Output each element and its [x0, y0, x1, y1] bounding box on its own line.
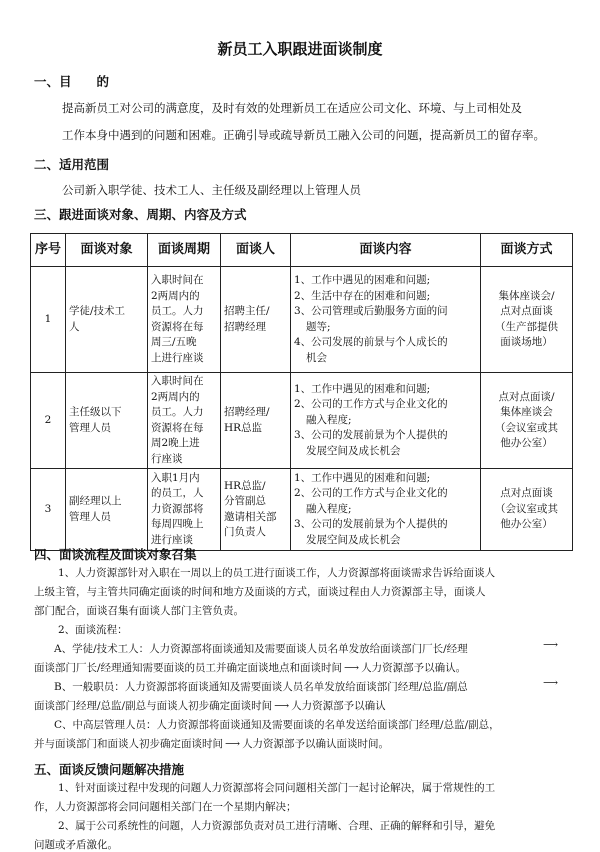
arrow-icon: ⟶ — [225, 738, 241, 750]
cell-no: 1 — [31, 267, 66, 373]
table-row — [31, 469, 573, 551]
cell-line: 入职时间在 — [151, 375, 204, 387]
cell-method — [481, 469, 573, 551]
cell-line: 题等; — [306, 320, 331, 333]
cell-line: 力资源部将 — [151, 502, 204, 515]
cell-line: 2两周内的 — [151, 390, 200, 403]
paragraph-line: 上级主管，与主管共同确定面谈的时间和地方及面谈的方式，面谈过程由人力资源部主导，面谈人 — [34, 586, 486, 598]
cell-line: 3、公司的发展前景为个人提供的 — [294, 429, 448, 442]
cell-line: 1、工作中遇见的困难和问题; — [294, 382, 431, 395]
cell-line: 他办公室） — [500, 518, 553, 531]
paragraph-line: A、学徒/技术工人：人力资源部将面谈通知及需要面谈人员名单发放给面谈部门厂长/经理 — [54, 643, 468, 655]
flow-line — [34, 698, 386, 713]
cell-content — [291, 267, 481, 373]
cell-line: 4、公司发展的前景与个人成长的 — [294, 336, 448, 348]
cell-line: 主任级以下 — [69, 406, 122, 418]
header-number: 序号 — [31, 234, 66, 267]
cell-period — [148, 267, 221, 373]
cell-line: 上进行座谈 — [151, 351, 204, 364]
paragraph-line: 问题或矛盾激化。 — [34, 839, 118, 851]
paragraph-line: 面谈部门经理/总监/副总与面谈人初步确定面谈时间 — [34, 700, 273, 712]
paragraph-line: 公司新入职学徒、技术工人、主任级及副经理以上管理人员 — [62, 183, 361, 197]
cell-interviewer — [221, 267, 291, 373]
cell-line: 邀请相关部 — [224, 510, 277, 523]
table-row — [31, 267, 573, 373]
cell-content — [291, 373, 481, 469]
cell-line: 分管副总 — [224, 495, 266, 507]
section-heading-process: 四、面谈流程及面谈对象召集 — [34, 547, 197, 562]
cell-line: 资源将在每 — [151, 320, 204, 333]
paragraph-line: 工作本身中遇到的问题和困难。正确引导或疏导新员工融入公司的问题，提高新员工的留存率。 — [62, 128, 545, 142]
cell-line: HR总监/ — [224, 479, 266, 492]
paragraph-line: 2、属于公司系统性的问题，人力资源部负责对员工进行清晰、合理、正确的解释和引导，避免 — [58, 820, 496, 832]
table-row — [31, 373, 573, 469]
cell-line: 招聘经理/ — [224, 406, 270, 418]
paragraph-line: B、一般职员：人力资源部将面谈通知及需要面谈人员名单发放给面谈部门经理/总监/副总 — [54, 681, 468, 693]
cell-line: 人 — [69, 320, 80, 333]
cell-line: 1、工作中遇见的困难和问题; — [294, 274, 431, 286]
arrow-icon: ⟶ — [543, 639, 559, 651]
cell-interviewer — [221, 469, 291, 551]
cell-line: 集体座谈会/ — [498, 289, 555, 302]
paragraph-line: 提高新员工对公司的满意度，及时有效的处理新员工在适应公司文化、环境、与上司相处及 — [62, 101, 522, 115]
cell-target — [66, 373, 148, 469]
cell-line: 员工。人力 — [151, 305, 204, 317]
cell-line: 发展空间及成长机会 — [306, 444, 401, 457]
cell-line: 融入程度; — [306, 502, 352, 515]
cell-line: 周2晚上进 — [151, 437, 200, 449]
header-content: 面谈内容 — [291, 234, 481, 267]
cell-method — [481, 373, 573, 469]
cell-content — [291, 469, 481, 551]
cell-line: 融入程度; — [306, 413, 352, 426]
cell-line: 每周四晚上 — [151, 518, 204, 531]
header-period: 面谈周期 — [148, 234, 221, 267]
cell-line: 3、公司的发展前景为个人提供的 — [294, 518, 448, 531]
table-header-row — [31, 234, 573, 267]
cell-line: （会议室或其 — [495, 421, 558, 434]
cell-no: 2 — [31, 373, 66, 469]
cell-interviewer — [221, 373, 291, 469]
paragraph-line: 1、人力资源部针对入职在一周以上的员工进行面谈工作，人力资源部将面谈需求告诉给面谈人 — [58, 567, 496, 579]
cell-line: 门负责人 — [224, 526, 266, 538]
section-heading-table: 三、跟进面谈对象、周期、内容及方式 — [34, 207, 247, 222]
cell-method — [481, 267, 573, 373]
flow-line — [34, 660, 466, 675]
cell-line: 2、公司的工作方式与企业文化的 — [294, 398, 448, 411]
cell-line: （会议室或其 — [495, 502, 558, 515]
cell-line: 招聘经理 — [224, 320, 266, 333]
cell-line: HR总监 — [224, 421, 263, 434]
cell-target — [66, 469, 148, 551]
paragraph-line: 人力资源部予以确认 — [291, 700, 386, 712]
section-heading-scope: 二、适用范围 — [34, 157, 110, 172]
header-method: 面谈方式 — [481, 234, 573, 267]
paragraph-line: 人力资源部予以确认面谈时间。 — [242, 738, 390, 750]
cell-line: 学徒/技术工 — [69, 305, 126, 317]
cell-line: 资源将在每 — [151, 421, 204, 434]
cell-line: 他办公室） — [500, 437, 553, 449]
cell-line: 点对点面谈 — [500, 487, 553, 500]
cell-line: 2、生活中存在的困难和问题; — [294, 289, 431, 302]
paragraph-line: 2、面谈流程： — [58, 624, 128, 636]
cell-line: 周三/五晚 — [151, 336, 197, 348]
paragraph-line: 作，人力资源部将会同问题相关部门在一个星期内解决； — [34, 801, 297, 813]
cell-period — [148, 373, 221, 469]
cell-line: 点对点面谈/ — [498, 390, 555, 403]
cell-line: 发展空间及成长机会 — [306, 533, 401, 546]
cell-line: 2、公司的工作方式与企业文化的 — [294, 487, 448, 500]
cell-line: 副经理以上 — [69, 495, 122, 507]
cell-line: 管理人员 — [69, 421, 111, 434]
cell-line: 员工。人力 — [151, 406, 204, 418]
flow-line — [34, 736, 389, 751]
cell-line: 进行座谈 — [151, 533, 193, 546]
paragraph-line: 1、针对面谈过程中发现的问题人力资源部将会同问题相关部门一起讨论解决，属于常规性的工 — [58, 782, 496, 794]
section-heading-feedback: 五、面谈反馈问题解决措施 — [34, 762, 185, 777]
header-interviewer: 面谈人 — [221, 234, 291, 267]
paragraph-line: 部门配合，面谈召集有面谈人部门主管负责。 — [34, 605, 244, 617]
arrow-icon: ⟶ — [274, 700, 290, 712]
interview-table — [30, 233, 573, 551]
cell-line: 的员工，人 — [151, 487, 204, 500]
cell-line: 2两周内的 — [151, 289, 200, 302]
cell-line: 点对点面谈 — [500, 305, 553, 317]
cell-line: 招聘主任/ — [224, 305, 270, 317]
cell-line: 机会 — [306, 351, 327, 364]
cell-line: 3、公司管理或后勤服务方面的问 — [294, 305, 448, 317]
document-title: 新员工入职跟进面谈制度 — [217, 40, 383, 58]
cell-target — [66, 267, 148, 373]
cell-line: 面谈场地） — [500, 336, 553, 348]
arrow-icon: ⟶ — [344, 662, 360, 674]
cell-line: 入职时间在 — [151, 274, 204, 286]
cell-line: 行座谈 — [151, 452, 183, 465]
paragraph-line: C、中高层管理人员：人力资源部将面谈通知及需要面谈的名单发送给面谈部门经理/总监/副总， — [54, 719, 500, 731]
header-target: 面谈对象 — [66, 234, 148, 267]
cell-line: 1、工作中遇见的困难和问题; — [294, 471, 431, 484]
section-heading-purpose: 一、目 的 — [34, 74, 110, 89]
paragraph-line: 并与面谈部门和面谈人初步确定面谈时间 — [34, 738, 223, 750]
arrow-icon: ⟶ — [543, 677, 559, 689]
cell-line: （生产部提供 — [495, 320, 558, 333]
paragraph-line: 面谈部门厂长/经理通知需要面谈的员工并确定面谈地点和面谈时间 — [34, 662, 343, 674]
cell-line: 入职1月内 — [151, 471, 200, 484]
cell-no: 3 — [31, 469, 66, 551]
cell-line: 管理人员 — [69, 510, 111, 523]
cell-line: 集体座谈会 — [500, 406, 553, 418]
paragraph-line: 人力资源部予以确认。 — [361, 662, 467, 674]
cell-period — [148, 469, 221, 551]
